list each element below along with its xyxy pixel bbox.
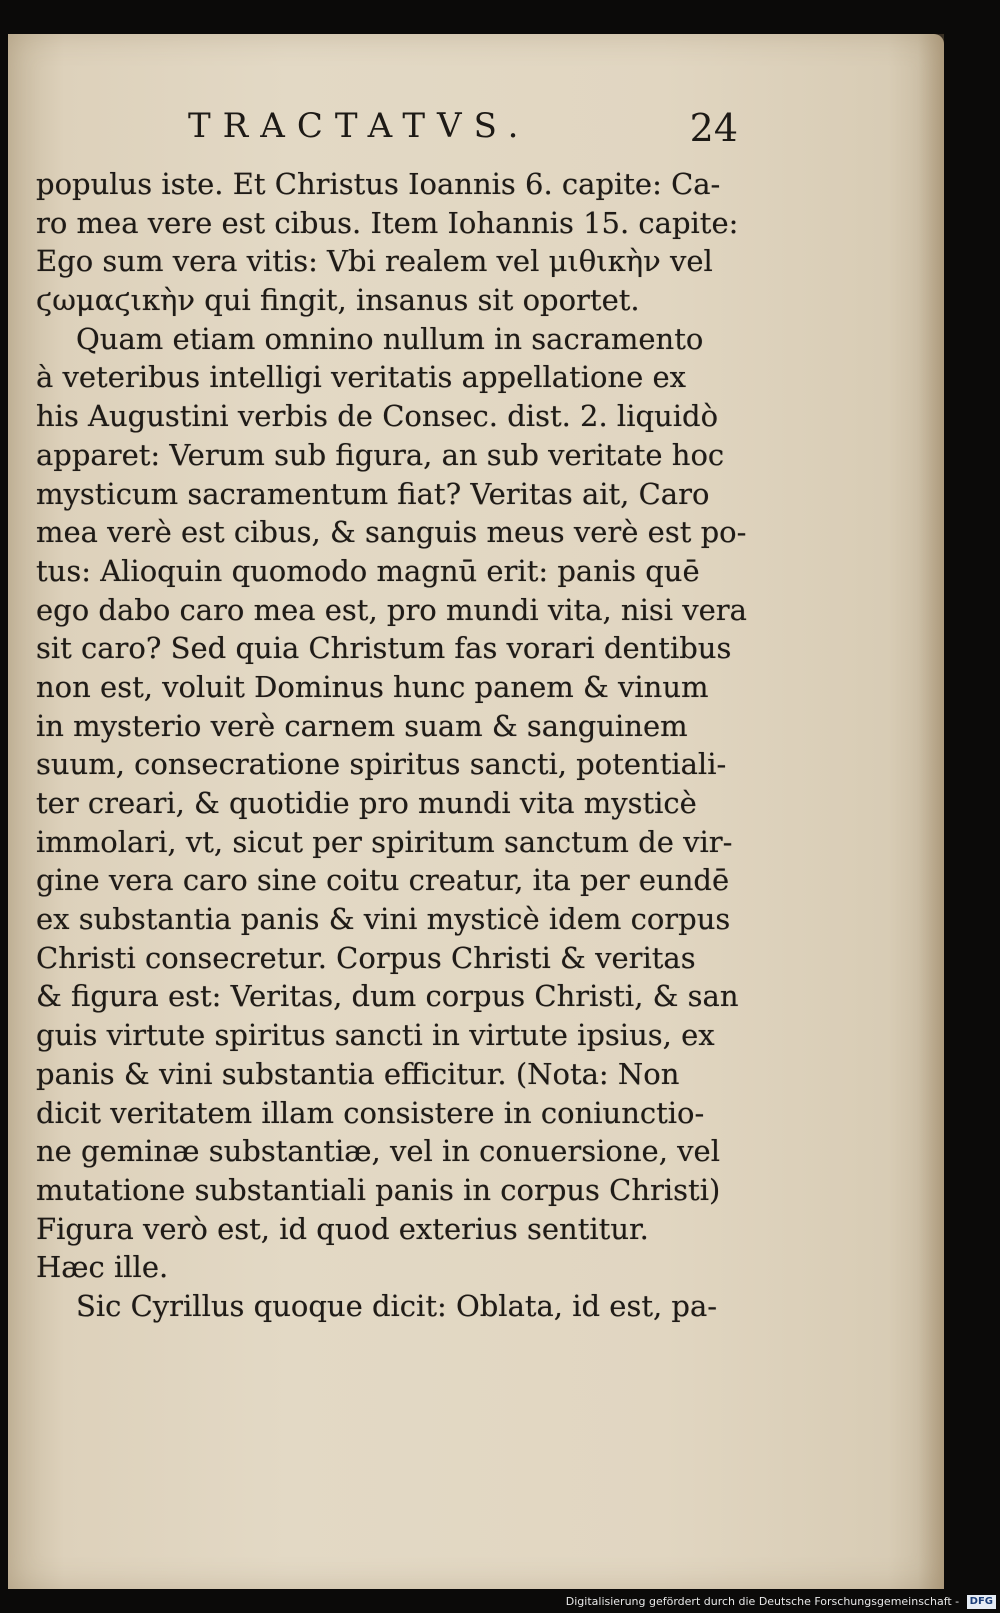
text-line: Hæc ille. [36,1250,169,1285]
text-line: mutatione substantiali panis in corpus Christi) [36,1172,721,1207]
text-line: populus iste. Et Christus Ioannis 6. capite: Ca- [36,167,721,201]
text-line: immolari, vt, sicut per spiritum sanctum de vir- [36,824,733,859]
text-line: Figura verò est, id quod exterius sentitur. [36,1211,649,1246]
text-line: Quam etiam omnino nullum in sacramento [76,321,704,356]
text-line: dicit veritatem illam consistere in coniunctio- [36,1095,705,1130]
running-title: TRACTATVS. [188,106,531,146]
digitization-credit [566,1593,996,1611]
page-header [178,106,738,156]
text-line: panis & vini substantia efficitur. (Nota: Non [36,1056,680,1091]
text-line: ϛωμαϛικὴν qui fingit, insanus sit oportet. [36,283,640,318]
text-line: Christi consecretur. Corpus Christi & veritas [36,940,696,975]
text-line: & figura est: Veritas, dum corpus Christi, & san [36,979,739,1014]
text-line: ter creari, & quotidie pro mundi vita mysticè [36,786,697,820]
text-line: apparet: Verum sub figura, an sub veritate hoc [36,437,725,472]
body-text [36,165,747,1326]
text-line: Ego sum vera vitis: Vbi realem vel μιθικὴν vel [36,244,713,279]
text-line: guis virtute spiritus sancti in virtute ipsius, ex [36,1018,715,1053]
page-edge-shadow [918,34,944,1589]
book-page [8,34,944,1589]
text-line: ne geminæ substantiæ, vel in conuersione, vel [36,1134,720,1169]
text-line: tus: Alioquin quomodo magnū erit: panis quē [36,553,700,588]
text-line: ego dabo caro mea est, pro mundi vita, nisi vera [36,592,747,627]
page-number: 24 [689,106,738,150]
text-line: à veteribus intelligi veritatis appellatione ex [36,360,687,395]
text-line: suum, consecratione spiritus sancti, potentiali- [36,747,727,782]
text-line: in mysterio verè carnem suam & sanguinem [36,708,688,743]
text-line: ex substantia panis & vini mysticè idem corpus [36,902,731,937]
text-line: sit caro? Sed quia Christum fas vorari dentibus [36,631,732,666]
text-line: gine vera caro sine coitu creatur, ita per eundē [36,863,730,898]
text-line: ro mea vere est cibus. Item Iohannis 15. capite: [36,205,739,240]
text-line: his Augustini verbis de Consec. dist. 2. liquidò [36,399,719,434]
dfg-logo: DFG [967,1595,996,1609]
text-line: mea verè est cibus, & sanguis meus verè est po- [36,515,747,550]
text-line: non est, voluit Dominus hunc panem & vinum [36,669,709,704]
text-line: Sic Cyrillus quoque dicit: Oblata, id est, pa- [76,1288,718,1323]
text-line: mysticum sacramentum fiat? Veritas ait, Caro [36,476,710,511]
credit-text: Digitalisierung gefördert durch die Deutsche Forschungsgemeinschaft - [565,1595,960,1608]
